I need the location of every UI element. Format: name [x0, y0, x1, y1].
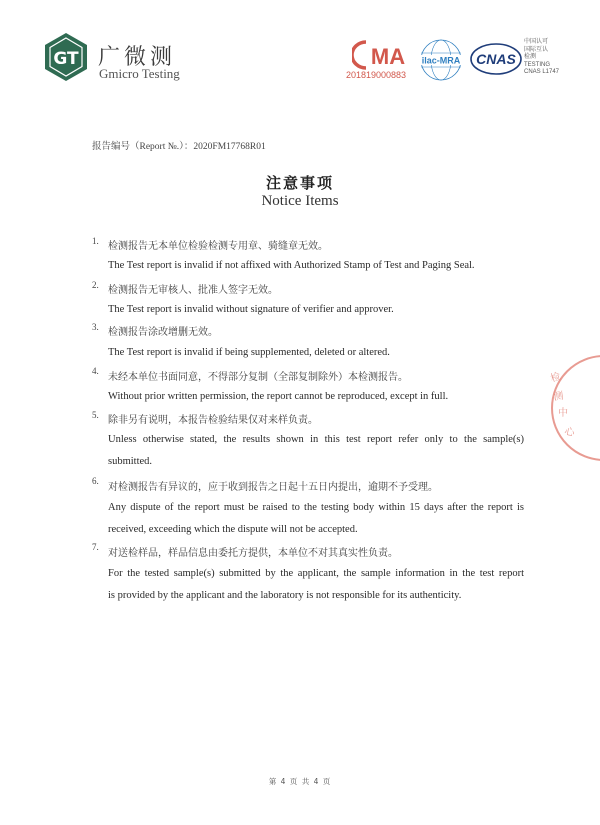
item-text-cn: 未经本单位书面同意，不得部分复制（全部复制除外）本检测报告。 [108, 372, 408, 383]
item-text-en: The Test report is invalid without signature of verifier and approver. [108, 304, 394, 315]
cma-text: MA [370, 44, 406, 69]
item-text-en: received, exceeding which the dispute will not be accepted. [108, 524, 358, 535]
item-text-en: Without prior written permission, the report cannot be reproduced, except in full. [108, 391, 449, 402]
item-text-en: submitted. [108, 456, 153, 467]
item-text-en: For the tested sample(s) submitted by the applicant, the sample information in the test report [108, 568, 524, 579]
cnas-accreditation-text: 中国认可 国际互认 检测 TESTING CNAS L1747 [524, 39, 560, 75]
report-number-value: 2020FM17768R01 [193, 142, 266, 152]
item-text-en: The Test report is invalid if being supplemented, deleted or altered. [108, 347, 390, 358]
report-number-label: 报告编号（Report №.）： [92, 142, 194, 152]
cma-number: 201819000883 [346, 70, 407, 80]
item-text-en: is provided by the applicant and the laboratory is not responsible for its authenticity. [108, 590, 462, 601]
item-text-en: Any dispute of the report must be raised to the testing body within 15 days after the report is [108, 502, 524, 513]
page-footer: 第 4 页 共 4 页 [268, 777, 332, 786]
ilac-text: ilac-MRA [421, 55, 461, 66]
item-number: 4. [92, 366, 99, 376]
item-text-cn: 检测报告涂改增删无效。 [108, 327, 218, 338]
cma-mark [352, 38, 412, 72]
paging-seal [540, 352, 600, 464]
page-title-en: Notice Items [261, 193, 339, 209]
svg-text:心: 心 [563, 426, 576, 440]
svg-text:中: 中 [558, 408, 568, 419]
item-number: 7. [92, 542, 99, 552]
gmicro-logo [44, 32, 88, 82]
item-number: 5. [92, 410, 99, 420]
item-text-cn: 除非另有说明，本报告检验结果仅对来样负责。 [108, 415, 318, 426]
item-text-en: Unless otherwise stated, the results shown in this test report refer only to the sample(s) [108, 434, 524, 445]
cnas-mark [470, 42, 522, 76]
cnas-text: CNAS [476, 51, 516, 67]
item-number: 6. [92, 476, 99, 486]
svg-text:检: 检 [549, 371, 563, 385]
ilac-mra-mark [416, 38, 466, 82]
logo-letters: GT [53, 49, 79, 69]
item-text-cn: 对检测报告有异议的，应于收到报告之日起十五日内提出，逾期不予受理。 [108, 482, 438, 493]
item-text-cn: 检测报告无审核人、批准人签字无效。 [108, 285, 278, 296]
item-text-en: The Test report is invalid if not affixed with Authorized Stamp of Test and Paging Seal. [108, 260, 475, 271]
item-number: 3. [92, 322, 99, 332]
svg-text:测: 测 [552, 390, 565, 403]
item-number: 2. [92, 280, 99, 290]
page-title-cn: 注意事项 [265, 174, 334, 192]
item-text-cn: 对送检样品，样品信息由委托方提供，本单位不对其真实性负责。 [108, 548, 398, 559]
item-number: 1. [92, 236, 99, 246]
report-number [92, 138, 266, 152]
item-text-cn: 检测报告无本单位检验检测专用章、骑缝章无效。 [108, 241, 328, 252]
brand-name-en: Gmicro Testing [99, 66, 180, 81]
brand-name-cn: 广微测 [98, 45, 177, 70]
